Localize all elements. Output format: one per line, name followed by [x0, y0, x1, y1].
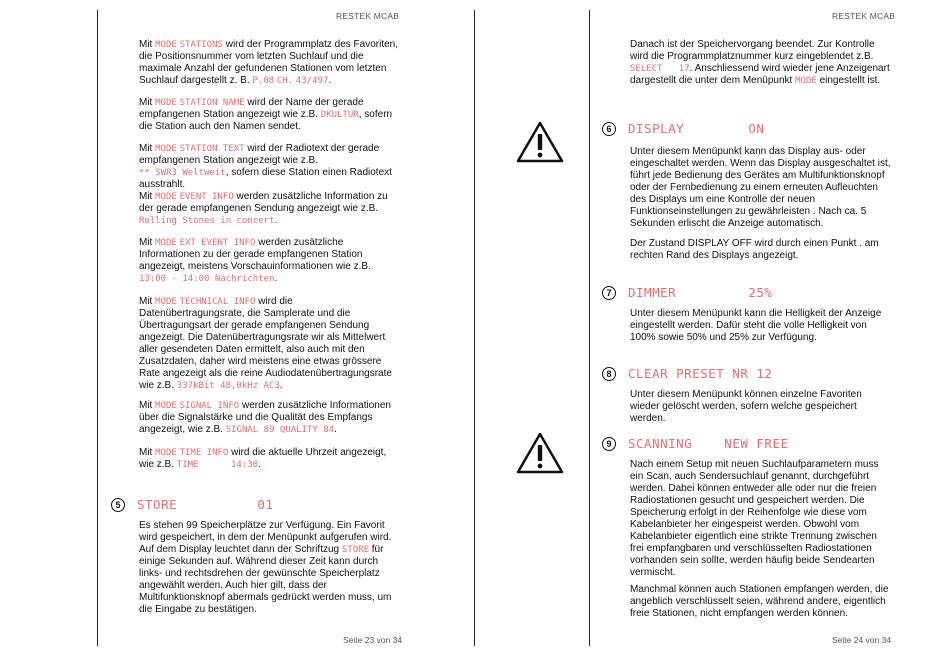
- section-number-badge: 6: [602, 122, 616, 136]
- section-number-badge: 8: [602, 367, 616, 381]
- paragraph-mode-station-text: Mit MODE STATION TEXT wird der Radiotext der gerade empfangenen Station angezeigt wie z.B. ** SWR3 Weltweit, sofern diese Station einen Radiotext ausstrahlt.: [139, 143, 392, 190]
- page-right: [475, 0, 950, 659]
- section-dimmer-heading: [602, 285, 772, 300]
- paragraph-store: Es stehen 99 Speicherplätze zur Verfügung. Ein Favorit wird gespeichert, in dem der Menüpunkt aufgerufen wird. Auf dem Display leuchtet dann der Schriftzug STORE für einige Sekunden auf. Während dieser Zeit kann durch links- und rechtsdrehen der gewünschte Speicherplatz angewählt werden. Auch hier gilt, dass der Multifunktionsknopf abermals gedrückt werden muss, um die Eingabe zu bestätigen.: [139, 520, 392, 615]
- paragraph-scanning: Nach einem Setup mit neuen Suchlaufparametern muss ein Scan, auch Sendersuchlauf genannt, durchgeführt werden. Dabei können entweder alle oder nur die freien Radiostationen gesucht und gespeichert werden. Die Speicherung erfolgt in der Reihenfolge wie diese vom Kabelanbieter her eingespeist werden. Obwohl vom Kabelanbieter eigentlich eine strikte Trennung zwischen frei empfangbaren und verschlüsselten Radiostationen vorhanden sein sollte, werden häufig beide Sendearten vermischt.: [630, 459, 879, 578]
- section-clear-preset-heading: [602, 366, 772, 381]
- section-title: DISPLAY ON: [628, 121, 765, 136]
- section-title: CLEAR PRESET NR 12: [628, 366, 773, 381]
- section-number-badge: 9: [602, 437, 616, 451]
- section-store-heading: [111, 497, 273, 512]
- paragraph-mode-stations: Mit MODE STATIONS wird der Programmplatz des Favoriten, die Positionsnummer vom letzten Suchlauf und die maximale Anzahl der gefundenen Stationen vom letzten Suchlauf dargestellt z. B. P.08 CH. 43/497.: [139, 39, 399, 86]
- paragraph-display: Unter diesem Menüpunkt kann das Display aus- oder eingeschaltet werden. Wenn das Display ausgeschaltet ist, führt jede Bedienung des Gerätes am Multifunktionsknopf oder der Fernbedienung zu einem erneuten Aufleuchten des Displays um eine Kontrolle der neuen Funktionseinstellungen zu gewährleisten . Nach ca. 5 Sekunden erlischt die Anzeige automatisch.: [630, 146, 891, 229]
- section-title: SCANNING NEW FREE: [628, 436, 789, 451]
- warning-triangle-icon: [516, 121, 564, 163]
- section-title: STORE 01: [137, 497, 274, 512]
- paragraph-mode-ext-event-info: Mit MODE EXT EVENT INFO werden zusätzliche Informationen zu der gerade empfangenen Station angezeigt, meistens Vorschauinformationen wie z.B. 13:00 - 14:00 Nachrichten.: [139, 237, 371, 284]
- section-scanning-heading: [602, 436, 789, 451]
- section-title: DIMMER 25%: [628, 285, 773, 300]
- footer-left: Seite 23 von 34: [343, 635, 403, 645]
- paragraph-mode-technical-info: Mit MODE TECHNICAL INFO wird die Datenübertragungsrate, die Samplerate und die Übertragungsart der gerade empfangenen Sendung angezeigt. Die Datenübertragungsrate wir als Mittelwert aller gesendeten Daten ermittelt, also auch mit den Zusatzdaten, daher wird meistens eine etwas grössere Rate angezeigt als die reine Audiodatenübertragungsrate wie z.B. 337kBit 48,0kHz AC3.: [139, 296, 392, 391]
- header-right: RESTEK MCAB: [832, 11, 896, 21]
- section-display-heading: [602, 121, 764, 136]
- paragraph-mode-signal-info: Mit MODE SIGNAL INFO werden zusätzliche Informationen über die Signalstärke und die Qualität des Empfangs angezeigt, wie z.B. SIGNAL 89 QUALITY 84.: [139, 400, 391, 435]
- footer-right: Seite 24 von 34: [832, 635, 892, 645]
- warning-triangle-icon: [516, 432, 564, 474]
- paragraph-mode-event-info: Mit MODE EVENT INFO werden zusätzliche Information zu der gerade empfangenen Sendung angezeigt wie z.B. Rolling Stones in concert.: [139, 191, 388, 226]
- paragraph-store-continued: Danach ist der Speichervorgang beendet. Zur Kontrolle wird die Programmplatznummer kurz eingeblendet z.B. SELECT 17. Anschliessend wird wieder jene Anzeigenart dargestellt die unter dem Menüpunkt MODE eingestellt ist.: [630, 39, 890, 86]
- paragraph-clear-preset: Unter diesem Menüpunkt können einzelne Favoriten wieder gelöscht werden, sofern welche gespeichert werden.: [630, 389, 862, 424]
- paragraph-scanning-note: Manchmal können auch Stationen empfangen werden, die angeblich verschlüsselt seien, während andere, eigentlich freie Stationen, nicht empfangen werden können.: [630, 584, 889, 619]
- gutter-line-right: [589, 10, 590, 646]
- paragraph-mode-time-info: Mit MODE TIME INFO wird die aktuelle Uhrzeit angezeigt, wie z.B. TIME 14:30.: [139, 447, 387, 470]
- paragraph-dimmer: Unter diesem Menüpunkt kann die Helligkeit der Anzeige eingestellt werden. Dafür steht die volle Helligkeit von 100% sowie 50% und 25% zur Verfügung.: [630, 308, 882, 343]
- paragraph-display-off: Der Zustand DISPLAY OFF wird durch einen Punkt . am rechten Rand des Displays angezeigt.: [630, 238, 879, 261]
- left-margin-line: [97, 10, 98, 646]
- header-left: RESTEK MCAB: [336, 11, 400, 21]
- section-number-badge: 5: [111, 498, 125, 512]
- section-number-badge: 7: [602, 286, 616, 300]
- paragraph-mode-station-name: Mit MODE STATION NAME wird der Name der gerade empfangenen Station angezeigt wie z.B. DKULTUR, sofern die Station auch den Namen sendet.: [139, 97, 393, 132]
